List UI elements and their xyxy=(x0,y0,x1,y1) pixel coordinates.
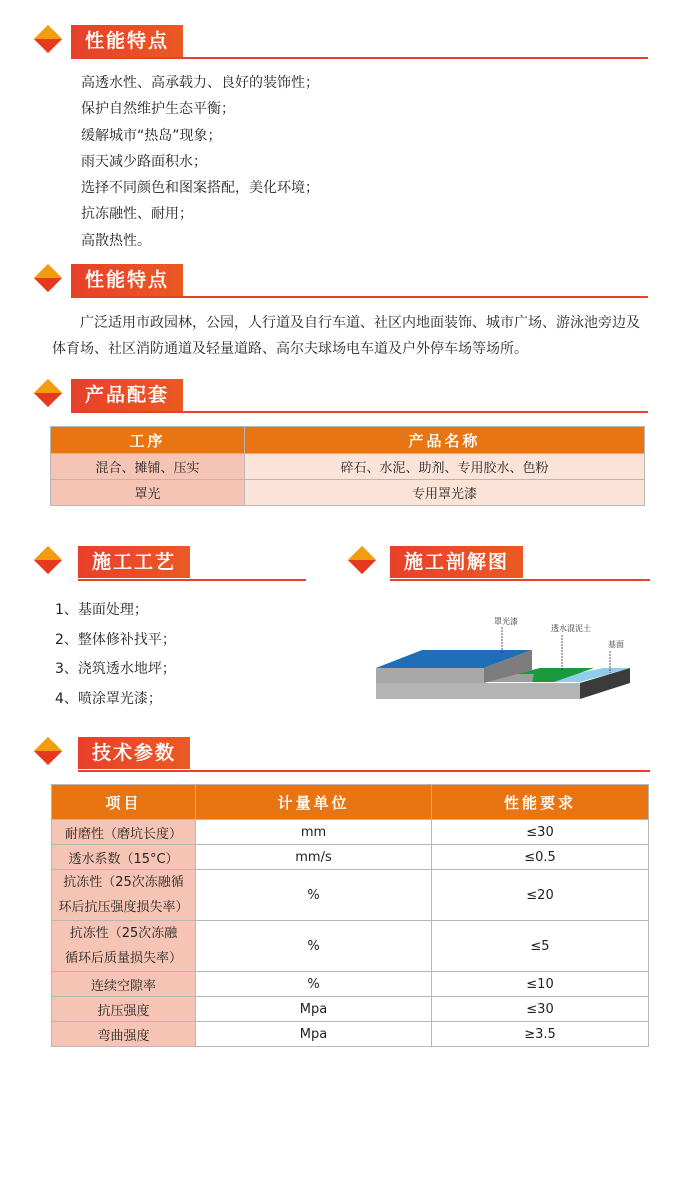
section-header-diagram xyxy=(352,546,650,580)
table-header: 性能要求 xyxy=(432,785,649,820)
application-paragraph: 广泛适用市政园林，公园，人行道及自行车道、社区内地面装饰、城市广场、游泳池旁边及体育场、社区消防通道及轻量道路、高尔夫球场电车道及户外停车场等场所。 xyxy=(52,315,640,357)
diamond-icon xyxy=(348,546,376,574)
table-header: 产品名称 xyxy=(245,427,645,454)
table-header: 计量单位 xyxy=(196,785,432,820)
section-title: 施工剖解图 xyxy=(390,546,523,578)
item-cell: 抗压强度 xyxy=(52,997,196,1022)
table-cell: 混合、摊铺、压实 xyxy=(51,454,245,480)
table-cell: 罩光 xyxy=(51,480,245,506)
table-row xyxy=(52,820,649,845)
table-row xyxy=(52,972,649,997)
requirement-cell: ≤30 xyxy=(432,820,649,845)
table-header: 工序 xyxy=(51,427,245,454)
section-title: 技术参数 xyxy=(78,737,190,769)
label-concrete: 透水混泥土 xyxy=(551,624,591,633)
table-header: 项目 xyxy=(52,785,196,820)
section-header-parameters xyxy=(38,737,650,771)
item-cell: 抗冻性（25次冻融循 环后抗压强度损失率） xyxy=(52,870,196,921)
section-title: 产品配套 xyxy=(71,379,183,411)
item-cell: 耐磨性（磨坑长度） xyxy=(52,820,196,845)
diamond-icon xyxy=(34,25,62,53)
item-cell: 抗冻性（25次冻融 循环后质量损失率） xyxy=(52,921,196,972)
section-title: 施工工艺 xyxy=(78,546,190,578)
table-cell: 专用罩光漆 xyxy=(245,480,645,506)
label-coat: 罩光漆 xyxy=(494,617,518,626)
requirement-cell: ≤30 xyxy=(432,997,649,1022)
section-header-features-1 xyxy=(38,25,648,59)
section-title: 性能特点 xyxy=(71,25,183,57)
divider xyxy=(78,579,306,581)
list-item: 4、喷涂罩光漆； xyxy=(55,691,162,708)
divider xyxy=(78,770,650,772)
table-row xyxy=(51,454,645,480)
requirement-cell: ≤20 xyxy=(432,870,649,921)
table-row xyxy=(52,921,649,972)
parameters-table xyxy=(51,784,649,1047)
table-cell: 碎石、水泥、助剂、专用胶水、色粉 xyxy=(245,454,645,480)
list-item: 1、基面处理； xyxy=(55,602,148,618)
unit-cell: Mpa xyxy=(196,997,432,1022)
requirement-cell: ≤0.5 xyxy=(432,845,649,870)
item-cell: 透水系数（15°C） xyxy=(52,845,196,870)
divider xyxy=(71,296,648,298)
requirement-cell: ≤10 xyxy=(432,972,649,997)
table-row xyxy=(52,870,649,921)
unit-cell: % xyxy=(196,870,432,921)
list-item: 高散热性。 xyxy=(81,232,151,249)
unit-cell: % xyxy=(196,921,432,972)
list-item: 2、整体修补找平； xyxy=(55,631,176,648)
coat-front xyxy=(376,668,484,683)
table-row xyxy=(52,845,649,870)
divider xyxy=(71,57,648,59)
section-header-features-2 xyxy=(38,264,648,298)
unit-cell: Mpa xyxy=(196,1022,432,1047)
requirement-cell: ≤5 xyxy=(432,921,649,972)
list-item: 缓解城市“热岛”现象； xyxy=(81,127,222,144)
list-item: 选择不同颜色和图案搭配，美化环境； xyxy=(81,180,319,197)
section-title: 性能特点 xyxy=(71,264,183,296)
products-table xyxy=(50,426,645,506)
item-cell: 弯曲强度 xyxy=(52,1022,196,1047)
requirement-cell: ≥3.5 xyxy=(432,1022,649,1047)
slab-front xyxy=(376,683,580,699)
diamond-icon xyxy=(34,379,62,407)
process-steps xyxy=(55,596,176,715)
diamond-icon xyxy=(34,737,62,765)
features-list xyxy=(81,70,319,254)
unit-cell: % xyxy=(196,972,432,997)
list-item: 保护自然维护生态平衡； xyxy=(81,101,235,118)
divider xyxy=(71,411,648,413)
unit-cell: mm/s xyxy=(196,845,432,870)
divider xyxy=(390,579,650,581)
list-item: 3、浇筑透水地坪； xyxy=(55,661,176,678)
unit-cell: mm xyxy=(196,820,432,845)
list-item: 抗冻融性、耐用； xyxy=(81,206,193,223)
list-item: 雨天减少路面积水； xyxy=(81,153,207,170)
section-header-products xyxy=(38,379,648,413)
table-row xyxy=(52,1022,649,1047)
table-row xyxy=(51,480,645,506)
table-row xyxy=(52,997,649,1022)
list-item: 高透水性、高承载力、良好的装饰性； xyxy=(81,75,319,91)
diamond-icon xyxy=(34,546,62,574)
diamond-icon xyxy=(34,264,62,292)
label-base: 基面 xyxy=(608,640,624,649)
item-cell: 连续空隙率 xyxy=(52,972,196,997)
section-header-process xyxy=(38,546,306,580)
